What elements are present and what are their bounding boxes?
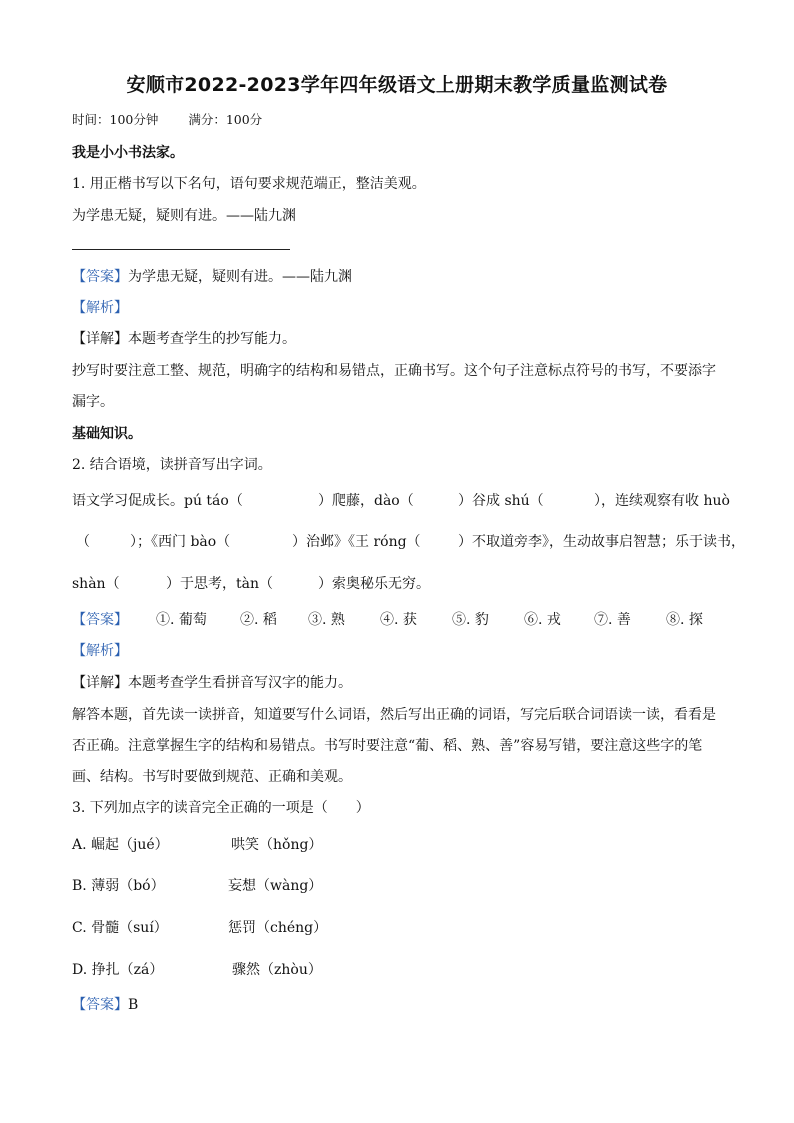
q1-answer-text: 为学患无疑，疑则有进。——陆九渊 bbox=[128, 269, 352, 285]
q3-option-c bbox=[72, 917, 472, 937]
q2-row3-seg: shàn（ bbox=[72, 576, 120, 592]
q1-quote: 为学患无疑，疑则有进。——陆九渊 bbox=[72, 208, 296, 224]
q3-option-d bbox=[72, 959, 472, 979]
exam-meta bbox=[72, 110, 262, 128]
q2-answer-item: ⑤. 豹 bbox=[452, 612, 489, 628]
exam-score: 满分：100分 bbox=[188, 112, 263, 127]
q2-detail-line3: 画、结构。书写时要做到规范、正确和美观。 bbox=[72, 769, 352, 785]
q3-option-b bbox=[72, 875, 472, 895]
page-title: 安顺市2022-2023学年四年级语文上册期末教学质量监测试卷 bbox=[126, 74, 668, 96]
q2-analysis-tag: 【解析】 bbox=[72, 643, 128, 659]
q1-writing-line bbox=[72, 249, 290, 250]
q3-option-word: A. 崛起（jué） bbox=[72, 837, 169, 853]
q1-detail bbox=[72, 328, 296, 348]
q1-analysis-tag: 【解析】 bbox=[72, 300, 128, 316]
q2-answer-item: ⑧. 探 bbox=[666, 612, 703, 628]
q1-stem: 1. 用正楷书写以下名句，语句要求规范端正，整洁美观。 bbox=[72, 176, 426, 192]
q2-detail-line1: 解答本题，首先读一读拼音，知道要写什么词语，然后写出正确的词语，写完后联合词语读一读，看看是 bbox=[72, 707, 716, 723]
q2-row3 bbox=[72, 573, 732, 593]
q1-detail-text: 本题考查学生的抄写能力。 bbox=[128, 331, 296, 347]
q3-option-word: 惩罚（chéng） bbox=[228, 920, 328, 936]
answer-tag: 【答案】 bbox=[72, 269, 128, 285]
q2-row1-seg: ），连续观察有收 huò bbox=[594, 493, 730, 509]
q2-detail-text: 本题考查学生看拼音写汉字的能力。 bbox=[128, 675, 352, 691]
q3-option-a bbox=[72, 834, 472, 854]
answer-tag: 【答案】 bbox=[72, 612, 128, 628]
q3-option-word: C. 骨髓（suí） bbox=[72, 920, 168, 936]
section1-heading: 我是小小书法家。 bbox=[72, 145, 184, 161]
q2-row1-seg: 语文学习促成长。pú táo（ bbox=[72, 493, 243, 509]
q2-row2-seg: ）不取道旁李》，生动故事启智慧；乐于读书， bbox=[458, 534, 745, 550]
q2-detail bbox=[72, 672, 352, 692]
q2-row2-seg: （ bbox=[76, 534, 90, 550]
q2-row2-seg: ）治邺》《王 róng（ bbox=[292, 534, 421, 550]
q3-option-word: B. 薄弱（bó） bbox=[72, 878, 165, 894]
q1-detail-line1: 抄写时要注意工整、规范，明确字的结构和易错点，正确书写。这个句子注意标点符号的书写，不要添字 bbox=[72, 363, 716, 379]
q2-row1-seg: ）谷成 shú（ bbox=[458, 493, 544, 509]
answer-tag: 【答案】 bbox=[72, 997, 128, 1013]
q2-row3-seg: ）于思考，tàn（ bbox=[166, 576, 273, 592]
q3-option-word: 骤然（zhòu） bbox=[232, 962, 322, 978]
exam-time: 时间：100分钟 bbox=[72, 112, 159, 127]
q3-stem: 3. 下列加点字的读音完全正确的一项是（ ） bbox=[72, 800, 370, 816]
q2-detail-line2: 否正确。注意掌握生字的结构和易错点。书写时要注意“葡、稻、熟、善”容易写错，要注意这些字的笔 bbox=[72, 738, 703, 754]
q2-answer-item: ③. 熟 bbox=[308, 612, 345, 628]
q1-detail-line2: 漏字。 bbox=[72, 394, 114, 410]
q2-row2 bbox=[72, 531, 745, 551]
q2-row1 bbox=[72, 490, 732, 510]
q2-answer-item: ①. 葡萄 bbox=[156, 612, 207, 628]
q2-answer-item: ②. 稻 bbox=[240, 612, 277, 628]
q3-option-word: 妄想（wàng） bbox=[228, 878, 323, 894]
detail-tag: 【详解】 bbox=[72, 675, 128, 691]
q2-row3-seg: ）索奥秘乐无穷。 bbox=[318, 576, 430, 592]
q1-answer bbox=[72, 266, 352, 286]
q3-answer bbox=[72, 994, 138, 1014]
q2-answer-item: ⑥. 戎 bbox=[524, 612, 561, 628]
q2-answer-item: ⑦. 善 bbox=[594, 612, 631, 628]
q3-option-word: 哄笑（hǒng） bbox=[231, 837, 323, 853]
detail-tag: 【详解】 bbox=[72, 331, 128, 347]
q2-answer-item: ④. 获 bbox=[380, 612, 417, 628]
section2-heading: 基础知识。 bbox=[72, 426, 142, 442]
q2-stem: 2. 结合语境，读拼音写出字词。 bbox=[72, 457, 272, 473]
q3-option-word: D. 挣扎（zá） bbox=[72, 962, 164, 978]
q2-row1-seg: ）爬藤，dào（ bbox=[318, 493, 414, 509]
q2-answer bbox=[72, 609, 732, 629]
q2-row2-seg: ）；《西门 bào（ bbox=[130, 534, 231, 550]
q3-answer-text: B bbox=[128, 997, 139, 1013]
